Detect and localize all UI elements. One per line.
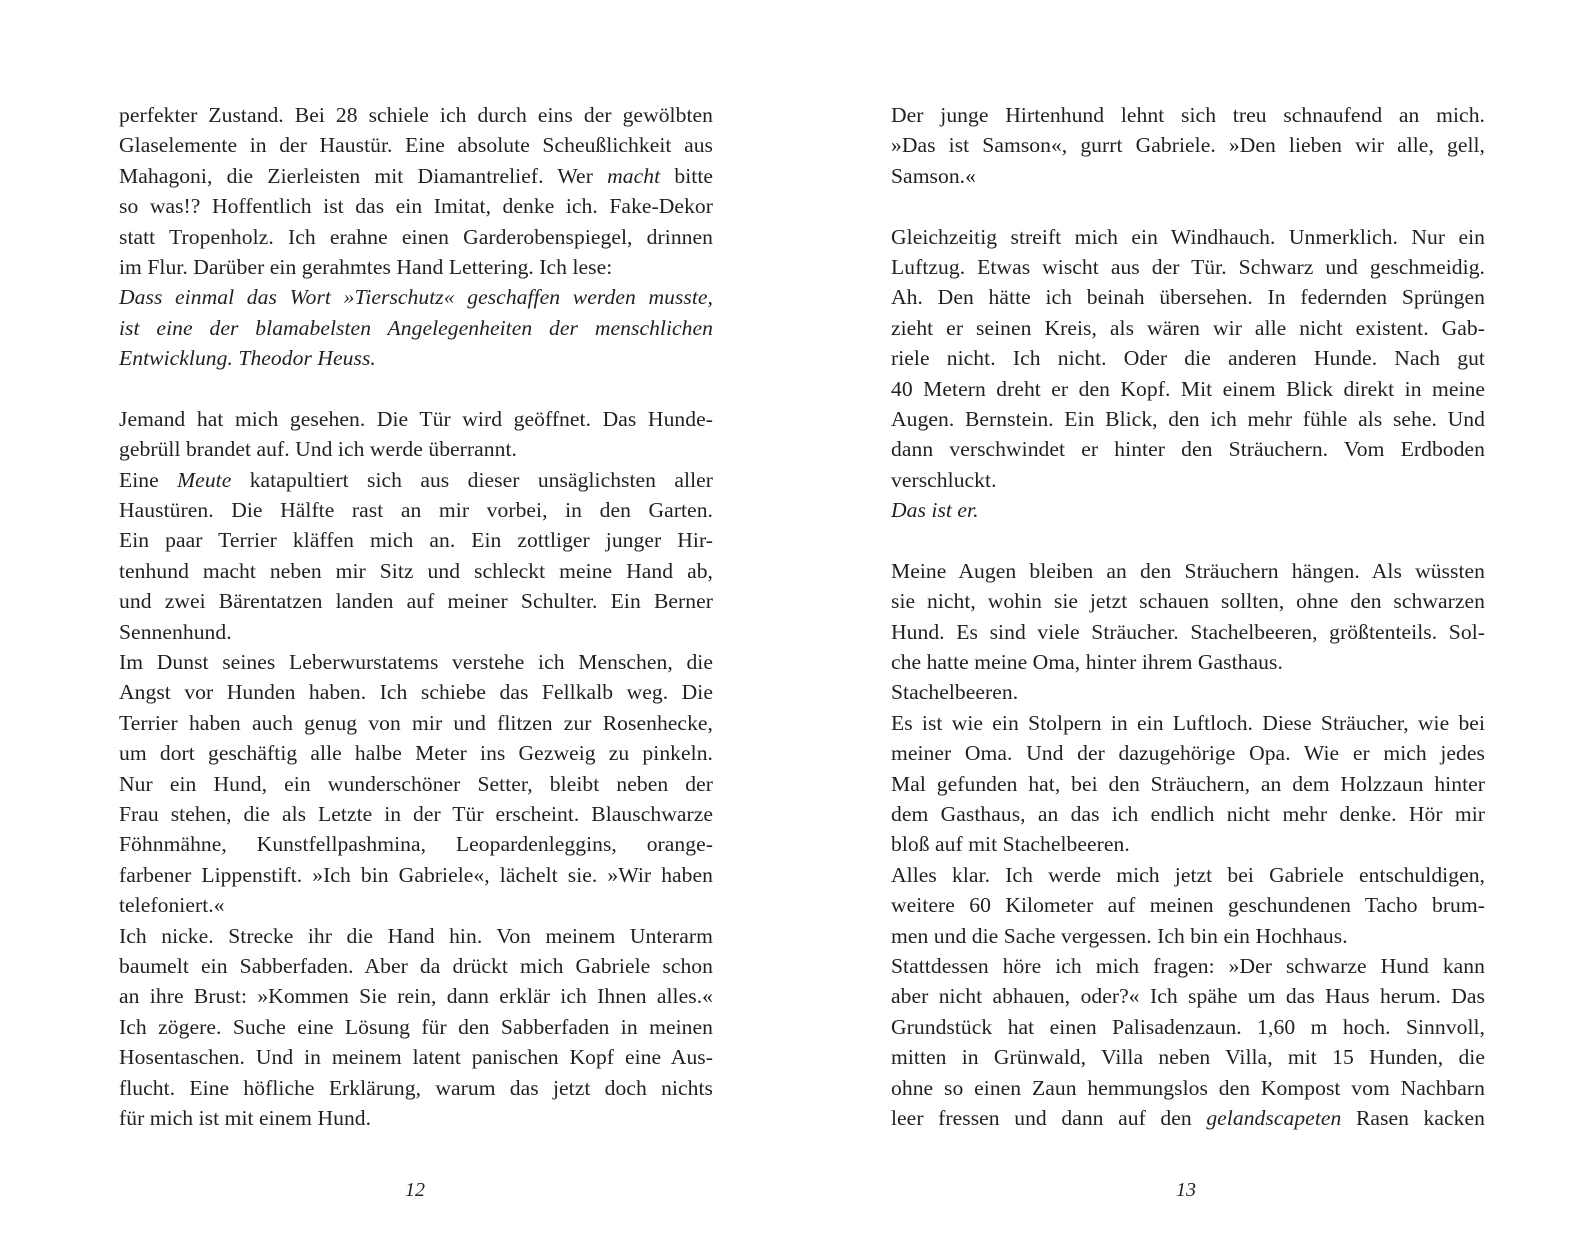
line-text: Föhnmähne, Kunstfellpashmina, Leopardenleggins, orange- [119,832,713,857]
line-text: Sennenhund. [119,619,232,644]
line-text: Glaselemente in der Haustür. Eine absolute Scheußlichkeit aus [119,133,713,158]
line-text: um dort geschäftig alle halbe Meter ins Gezweig zu pinkeln. [119,741,713,766]
line-text: Ein paar Terrier kläffen mich an. Ein zottliger junger Hir- [119,528,713,553]
text-line [891,647,1485,677]
line-text: weitere 60 Kilometer auf meinen geschundenen Tacho brum- [891,893,1485,918]
text-line [891,1042,1485,1072]
line-text: ohne so einen Zaun hemmungslos den Kompost vom Nachbarn [891,1075,1485,1100]
text-line [119,617,713,647]
text-line [119,434,713,464]
line-text: Hosentaschen. Und in meinem latent panischen Kopf eine Aus- [119,1045,713,1070]
text-line [891,890,1485,920]
line-text: Grundstück hat einen Palisadenzaun. 1,60 m hoch. Sinnvoll, [891,1014,1485,1039]
line-text: tenhund macht neben mir Sitz und schleckt meine Hand ab, [119,558,713,583]
text-line [119,921,713,951]
line-text: che hatte meine Oma, hinter ihrem Gasthaus. [891,650,1283,675]
line-text: zieht er seinen Kreis, als wären wir alle nicht existent. Gab- [891,315,1485,340]
line-text: Meine Augen bleiben an den Sträuchern hängen. Als wüssten [891,558,1485,583]
text-line [119,586,713,616]
text-line [119,465,713,495]
text-line [119,829,713,859]
line-text: Gleichzeitig streift mich ein Windhauch. Unmerklich. Nur ein [891,224,1485,249]
text-line [891,769,1485,799]
line-text: Hund. Es sind viele Sträucher. Stachelbeeren, größtenteils. Sol- [891,619,1485,644]
line-text: katapultiert sich aus dieser unsäglichsten aller [231,467,713,492]
text-line [119,1012,713,1042]
line-text: Alles klar. Ich werde mich jetzt bei Gabriele entschuldigen, [891,862,1485,887]
text-line [891,860,1485,890]
line-text: 40 Metern dreht er den Kopf. Mit einem Blick direkt in meine [891,376,1485,401]
text-line [119,738,713,768]
text-line [891,282,1485,312]
text-line [891,222,1485,252]
line-text: Ah. Den hätte ich beinah übersehen. In federnden Sprüngen [891,285,1485,310]
line-text: Stattdessen höre ich mich fragen: »Der schwarze Hund kann [891,953,1485,978]
line-text: Samson.« [891,163,976,188]
line-text: im Flur. Darüber ein gerahmtes Hand Lettering. Ich lese: [119,254,613,279]
line-text: Angst vor Hunden haben. Ich schiebe das Fellkalb weg. Die [119,680,713,705]
text-line [119,860,713,890]
line-text: Ich zögere. Suche eine Lösung für den Sabberfaden in meinen [119,1014,713,1039]
text-line [119,708,713,738]
italic-emphasis: macht [607,163,661,188]
italic-emphasis: gelandscapeten [1206,1105,1342,1130]
line-text: Im Dunst seines Leberwurstatems verstehe ich Menschen, die [119,650,713,675]
line-text: Haustüren. Die Hälfte rast an mir vorbei, in den Garten. [119,498,713,523]
text-line [119,343,713,373]
text-line [891,921,1485,951]
text-line [119,282,713,312]
text-line [119,495,713,525]
text-line [119,1073,713,1103]
text-line [119,1103,713,1133]
text-line [891,495,1485,525]
line-text: statt Tropenholz. Ich erahne einen Garderobenspiegel, drinnen [119,224,713,249]
text-line [891,130,1485,160]
line-text: gebrüll brandet auf. Und ich werde überrannt. [119,437,517,462]
text-line [119,252,713,282]
text-line [891,586,1485,616]
text-line [119,951,713,981]
line-text: sie nicht, wohin sie jetzt schauen sollten, ohne den schwarzen [891,589,1485,614]
line-text: an ihre Brust: »Kommen Sie rein, dann erklär ich Ihnen alles.« [119,984,713,1009]
line-text: telefoniert.« [119,893,225,918]
line-text: bloß auf mit Stachelbeeren. [891,832,1130,857]
text-line [119,890,713,920]
line-text: Ich nicke. Strecke ihr die Hand hin. Von meinem Unterarm [119,923,713,948]
right-page-text [891,100,1485,1133]
line-text: Eine [119,467,178,492]
text-line [891,981,1485,1011]
line-text: dem Gasthaus, an das ich endlich nicht mehr denke. Hör mir [891,801,1485,826]
text-line [119,556,713,586]
line-text: Dass einmal das Wort »Tierschutz« geschaffen werden musste, [119,285,713,310]
text-line [119,161,713,191]
text-line [891,434,1485,464]
line-text: Das ist er. [891,498,979,523]
line-text: farbener Lippenstift. »Ich bin Gabriele«, lächelt sie. »Wir haben [119,862,713,887]
line-text: perfekter Zustand. Bei 28 schiele ich durch eins der gewölbten [119,103,713,127]
text-line [891,1012,1485,1042]
line-text: Nur ein Hund, ein wunderschöner Setter, bleibt neben der [119,771,713,796]
line-text: und zwei Bärentatzen landen auf meiner Schulter. Ein Berner [119,589,713,614]
text-line [891,1103,1485,1133]
line-text: Mahagoni, die Zierleisten mit Diamantrelief. Wer [119,163,608,188]
line-text: Luftzug. Etwas wischt aus der Tür. Schwarz und geschmeidig. [891,254,1485,279]
text-line [119,769,713,799]
text-line [891,617,1485,647]
line-text: so was!? Hoffentlich ist das ein Imitat, denke ich. Fake-Dekor [119,194,713,219]
line-text: riele nicht. Ich nicht. Oder die anderen Hunde. Nach gut [891,346,1485,371]
text-line [891,708,1485,738]
text-line [119,647,713,677]
text-line [891,951,1485,981]
right-page-number: 13 [1176,1179,1196,1201]
text-line [119,191,713,221]
text-line [119,313,713,343]
text-line [891,313,1485,343]
paragraph-break [891,191,1485,221]
line-text: für mich ist mit einem Hund. [119,1105,372,1130]
text-line [891,404,1485,434]
text-line [891,1073,1485,1103]
text-line [891,343,1485,373]
line-text: meiner Oma. Und der dazugehörige Opa. Wie er mich jedes [891,741,1485,766]
line-text: baumelt ein Sabberfaden. Aber da drückt mich Gabriele schon [119,953,713,978]
text-line [891,738,1485,768]
line-text: bitte [660,163,713,188]
text-line [119,677,713,707]
text-line [119,799,713,829]
text-line [891,829,1485,859]
line-text: Stachelbeeren. [891,680,1019,705]
line-text: leer fressen und dann auf den [891,1105,1207,1130]
text-line [891,556,1485,586]
text-line [891,100,1485,130]
line-text: verschluckt. [891,467,997,492]
text-line [891,374,1485,404]
line-text: Es ist wie ein Stolpern in ein Luftloch. Diese Sträucher, wie bei [891,710,1485,735]
text-line [119,100,713,130]
text-line [891,799,1485,829]
line-text: Terrier haben auch genug von mir und flitzen zur Rosenhecke, [119,710,713,735]
text-line [119,130,713,160]
text-line [891,465,1485,495]
text-line [891,677,1485,707]
line-text: Frau stehen, die als Letzte in der Tür erscheint. Blauschwarze [119,801,713,826]
line-text: Entwicklung. Theodor Heuss. [119,346,376,371]
line-text: Rasen kacken [1341,1105,1485,1130]
paragraph-break [891,525,1485,555]
line-text: flucht. Eine höfliche Erklärung, warum das jetzt doch nichts [119,1075,713,1100]
paragraph-break [119,374,713,404]
text-line [119,222,713,252]
line-text: ist eine der blamabelsten Angelegenheiten der menschlichen [119,315,713,340]
line-text: aber nicht abhauen, oder?« Ich spähe um das Haus herum. Das [891,984,1485,1009]
text-line [119,1042,713,1072]
line-text: dann verschwindet er hinter den Sträuchern. Vom Erdboden [891,437,1485,462]
text-line [891,161,1485,191]
text-line [119,525,713,555]
left-page-text [119,100,713,1133]
line-text: Der junge Hirtenhund lehnt sich treu schnaufend an mich. [891,103,1485,127]
text-line [891,252,1485,282]
text-line [119,981,713,1011]
italic-emphasis: Meute [177,467,232,492]
line-text: Jemand hat mich gesehen. Die Tür wird geöffnet. Das Hunde- [119,406,713,431]
line-text: Mal gefunden hat, bei den Sträuchern, an dem Holzzaun hinter [891,771,1485,796]
line-text: mitten in Grünwald, Villa neben Villa, mit 15 Hunden, die [891,1045,1485,1070]
line-text: »Das ist Samson«, gurrt Gabriele. »Den lieben wir alle, gell, [891,133,1485,158]
left-page-number: 12 [405,1179,425,1201]
line-text: Augen. Bernstein. Ein Blick, den ich mehr fühle als sehe. Und [891,406,1485,431]
line-text: men und die Sache vergessen. Ich bin ein Hochhaus. [891,923,1348,948]
text-line [119,404,713,434]
